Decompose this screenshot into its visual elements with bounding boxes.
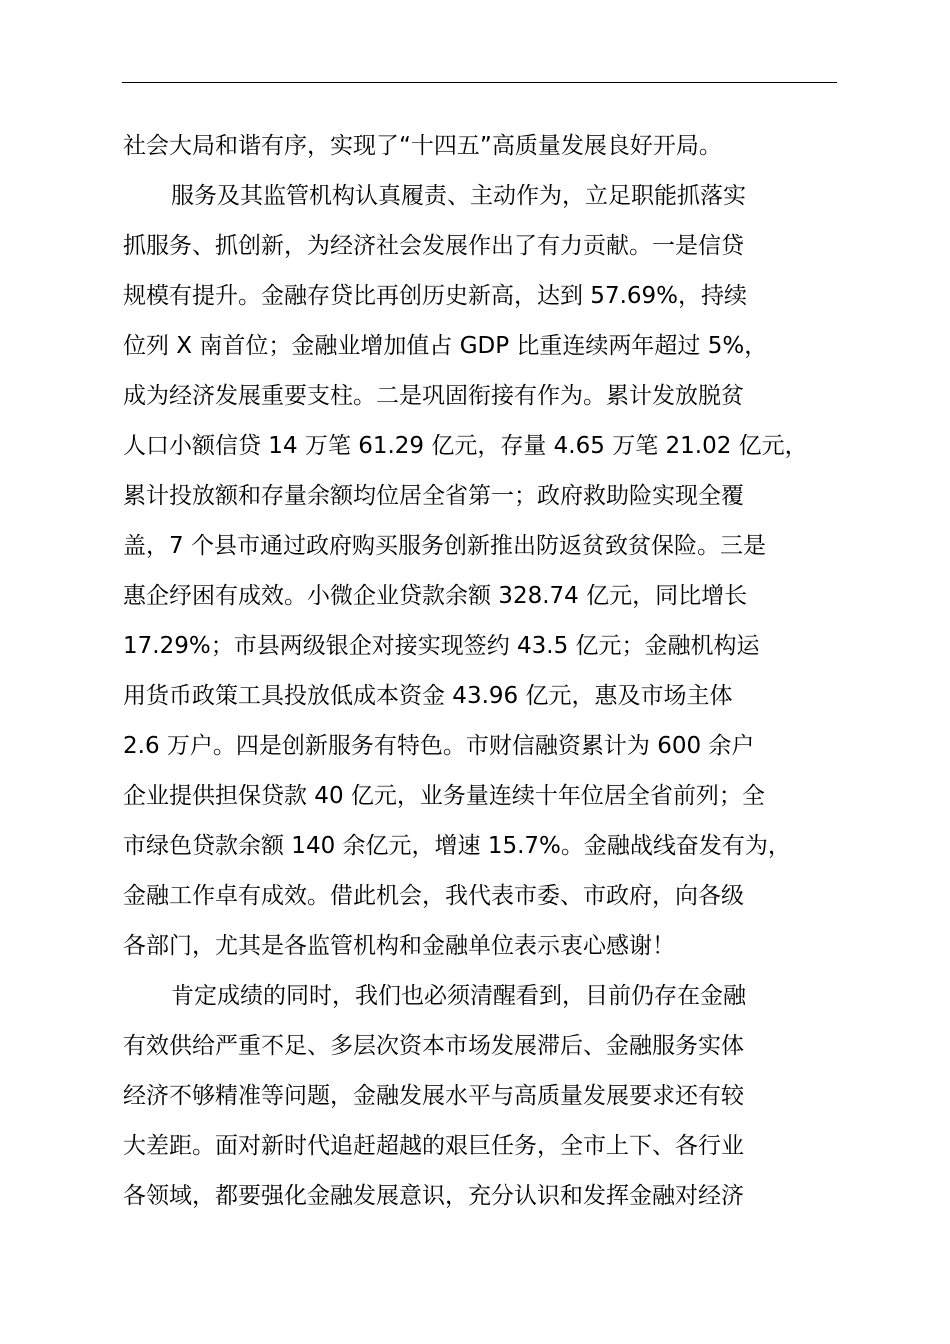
text-line: 市绿色贷款余额 140 余亿元，增速 15.7%。金融战线奋发有为， (123, 833, 791, 859)
text-line: 社会大局和谐有序，实现了“十四五”高质量发展良好开局。 (123, 133, 722, 159)
text-line: 人口小额信贷 14 万笔 61.29 亿元，存量 4.65 万笔 21.02 亿元， (123, 433, 808, 459)
text-line: 惠企纾困有成效。小微企业贷款余额 328.74 亿元，同比增长 (123, 583, 748, 609)
text-line: 盖，7 个县市通过政府购买服务创新推出防返贫致贫保险。三是 (123, 533, 766, 559)
text-line: 成为经济发展重要支柱。二是巩固衔接有作为。累计发放脱贫 (123, 383, 744, 409)
text-line: 各领域，都要强化金融发展意识，充分认识和发挥金融对经济 (123, 1183, 744, 1209)
text-line: 各部门，尤其是各监管机构和金融单位表示衷心感谢！ (123, 933, 675, 959)
text-line: 经济不够精准等问题，金融发展水平与高质量发展要求还有较 (123, 1083, 744, 1109)
text-line: 位列 X 南首位；金融业增加值占 GDP 比重连续两年超过 5%， (123, 333, 768, 359)
text-line: 规模有提升。金融存贷比再创历史新高，达到 57.69%，持续 (123, 283, 748, 309)
text-line: 金融工作卓有成效。借此机会，我代表市委、市政府，向各级 (123, 883, 744, 909)
text-line: 2.6 万户。四是创新服务有特色。市财信融资累计为 600 余户 (123, 733, 755, 759)
text-line: 大差距。面对新时代追赶超越的艰巨任务，全市上下、各行业 (123, 1133, 744, 1159)
text-line: 累计投放额和存量余额均位居全省第一；政府救助险实现全覆 (123, 483, 744, 509)
text-line: 企业提供担保贷款 40 亿元，业务量连续十年位居全省前列；全 (123, 783, 765, 809)
text-line: 用货币政策工具投放低成本资金 43.96 亿元，惠及市场主体 (123, 683, 733, 709)
header-rule (122, 82, 837, 83)
text-line: 抓服务、抓创新，为经济社会发展作出了有力贡献。一是信贷 (123, 233, 744, 259)
paragraph-first-line: 服务及其监管机构认真履责、主动作为，立足职能抓落实 (171, 183, 746, 209)
text-line: 有效供给严重不足、多层次资本市场发展滞后、金融服务实体 (123, 1033, 744, 1059)
paragraph-first-line: 肯定成绩的同时，我们也必须清醒看到，目前仍存在金融 (171, 983, 746, 1009)
text-line: 17.29%；市县两级银企对接实现签约 43.5 亿元；金融机构运 (123, 633, 760, 659)
